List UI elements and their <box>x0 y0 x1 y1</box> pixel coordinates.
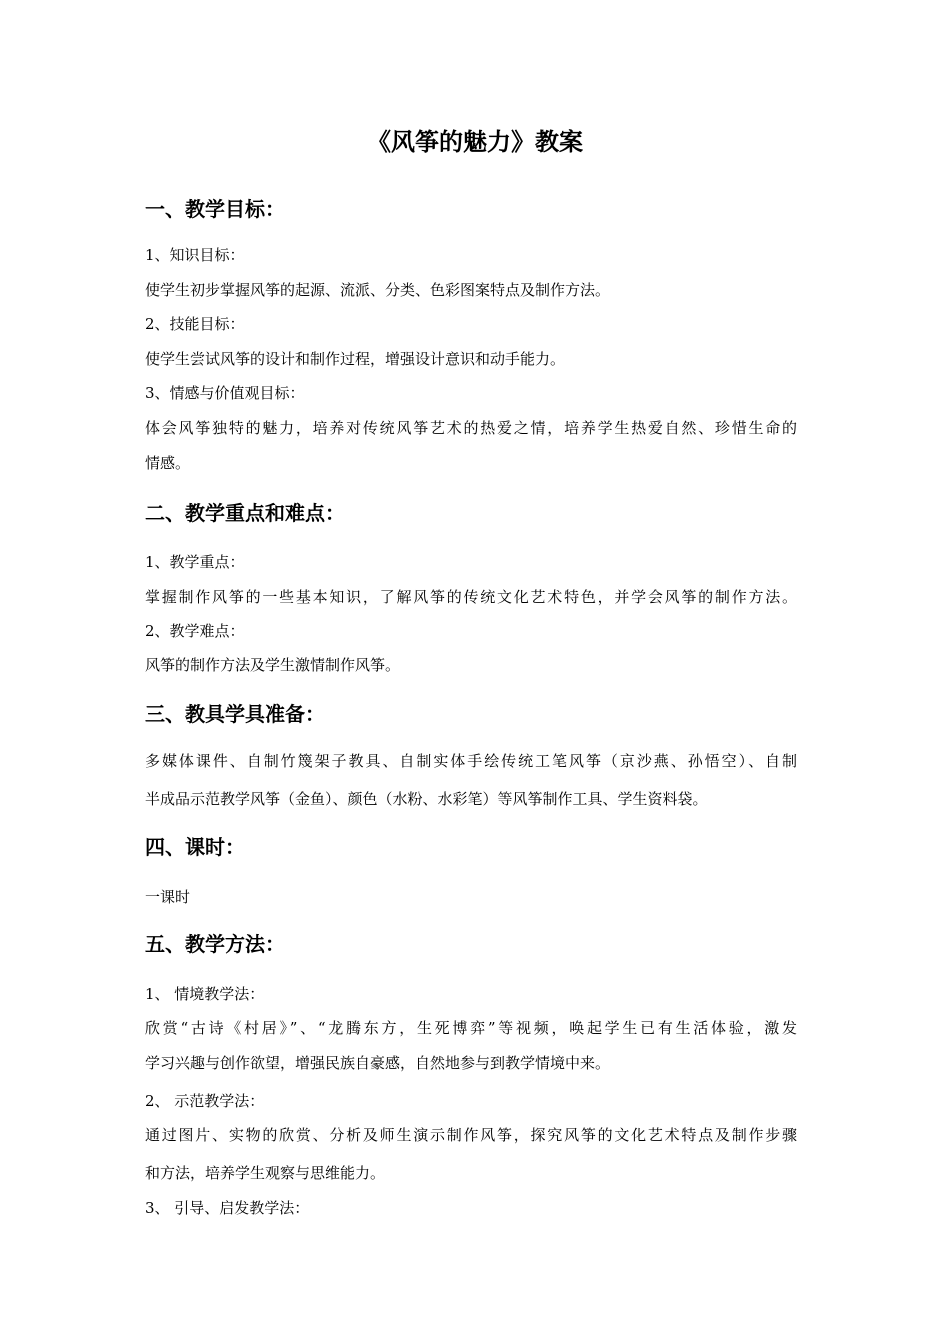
paragraph-line: 学习兴趣与创作欲望，增强民族自豪感，自然地参与到教学情境中来。 <box>145 1054 611 1072</box>
paragraph-line: 3、 引导、启发教学法： <box>145 1199 310 1217</box>
paragraph-line: 风筝的制作方法及学生激情制作风筝。 <box>145 656 401 674</box>
section-heading-class-hours: 四、课时： <box>145 835 245 859</box>
paragraph-line: 多媒体课件、自制竹篾架子教具、自制实体手绘传统工笔风筝（京沙燕、孙悟空）、自制 <box>145 752 797 770</box>
paragraph-line: 使学生尝试风筝的设计和制作过程，增强设计意识和动手能力。 <box>145 350 566 368</box>
section-heading-objectives: 一、教学目标： <box>145 197 285 221</box>
paragraph-line: 体会风筝独特的魅力，培养对传统风筝艺术的热爱之情，培养学生热爱自然、珍惜生命的 <box>145 419 797 437</box>
paragraph-line: 2、教学难点： <box>145 622 245 640</box>
paragraph-line: 1、知识目标： <box>145 246 245 264</box>
paragraph-line: 2、技能目标： <box>145 315 245 333</box>
section-heading-materials: 三、教具学具准备： <box>145 702 325 726</box>
paragraph-line: 半成品示范教学风筝（金鱼）、颜色（水粉、水彩笔）等风筝制作工具、学生资料袋。 <box>145 790 708 808</box>
paragraph-line: 2、 示范教学法： <box>145 1092 265 1110</box>
paragraph-line: 3、情感与价值观目标： <box>145 384 305 402</box>
paragraph-line: 1、教学重点： <box>145 553 245 571</box>
paragraph-line: 和方法，培养学生观察与思维能力。 <box>145 1164 386 1182</box>
paragraph-line: 1、 情境教学法： <box>145 985 265 1003</box>
paragraph-line: 一课时 <box>145 888 191 906</box>
paragraph-line: 通过图片、实物的欣赏、分析及师生演示制作风筝，探究风筝的文化艺术特点及制作步骤 <box>145 1126 797 1144</box>
section-heading-key-points: 二、教学重点和难点： <box>145 501 345 525</box>
section-heading-methods: 五、教学方法： <box>145 932 285 956</box>
paragraph-line: 掌握制作风筝的一些基本知识，了解风筝的传统文化艺术特色，并学会风筝的制作方法。 <box>145 588 797 606</box>
document-title: 《风筝的魅力》教案 <box>367 127 583 156</box>
paragraph-line: 使学生初步掌握风筝的起源、流派、分类、色彩图案特点及制作方法。 <box>145 281 611 299</box>
paragraph-line: 欣赏“古诗《村居》”、“龙腾东方，生死博弈”等视频，唤起学生已有生活体验，激发 <box>145 1019 797 1037</box>
paragraph-line: 情感。 <box>145 454 191 472</box>
